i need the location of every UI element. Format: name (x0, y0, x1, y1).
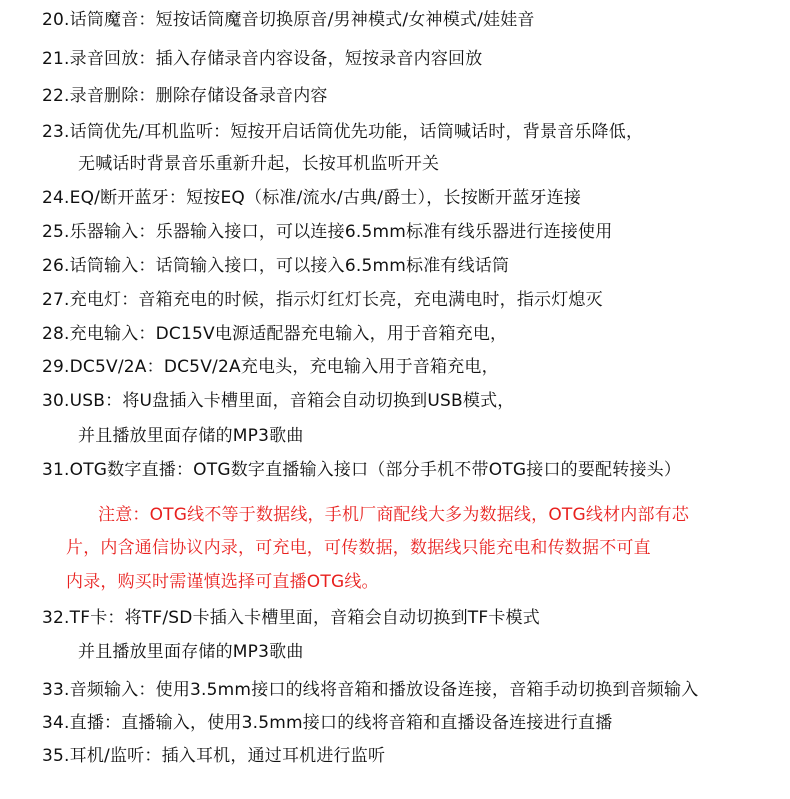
item-34: 34.直播：直播输入，使用3.5mm接口的线将音箱和直播设备连接进行直播 (42, 713, 613, 733)
item-23-continuation: 无喊话时背景音乐重新升起，长按耳机监听开关 (78, 154, 440, 174)
item-30-continuation: 并且播放里面存储的MP3歌曲 (78, 426, 304, 446)
item-31: 31.OTG数字直播：OTG数字直播输入接口（部分手机不带OTG接口的要配转接头） (42, 460, 682, 480)
item-35: 35.耳机/监听：插入耳机，通过耳机进行监听 (42, 746, 386, 766)
item-33: 33.音频输入：使用3.5mm接口的线将音箱和播放设备连接，音箱手动切换到音频输入 (42, 680, 699, 700)
note-line-2: 片，内含通信协议内录，可充电，可传数据，数据线只能充电和传数据不可直 (66, 538, 651, 558)
item-24: 24.EQ/断开蓝牙：短按EQ（标准/流水/古典/爵士），长按断开蓝牙连接 (42, 188, 582, 208)
item-27: 27.充电灯：音箱充电的时候，指示灯红灯长亮，充电满电时，指示灯熄灭 (42, 290, 603, 310)
item-29: 29.DC5V/2A：DC5V/2A充电头，充电输入用于音箱充电， (42, 357, 499, 377)
item-22: 22.录音删除：删除存储设备录音内容 (42, 86, 328, 106)
note-line-1: 注意：OTG线不等于数据线，手机厂商配线大多为数据线，OTG线材内部有芯 (98, 505, 690, 525)
note-line-3: 内录，购买时需谨慎选择可直播OTG线。 (66, 572, 379, 592)
item-30: 30.USB：将U盘插入卡槽里面，音箱会自动切换到USB模式， (42, 391, 515, 411)
item-32: 32.TF卡：将TF/SD卡插入卡槽里面，音箱会自动切换到TF卡模式 (42, 608, 540, 628)
item-28: 28.充电输入：DC15V电源适配器充电输入，用于音箱充电， (42, 324, 508, 344)
item-26: 26.话筒输入：话筒输入接口，可以接入6.5mm标准有线话筒 (42, 256, 510, 276)
item-20: 20.话筒魔音：短按话筒魔音切换原音/男神模式/女神模式/娃娃音 (42, 10, 535, 30)
item-32-continuation: 并且播放里面存储的MP3歌曲 (78, 642, 304, 662)
item-25: 25.乐器输入：乐器输入接口，可以连接6.5mm标准有线乐器进行连接使用 (42, 222, 613, 242)
item-21: 21.录音回放：插入存储录音内容设备，短按录音内容回放 (42, 49, 483, 69)
item-23: 23.话筒优先/耳机监听：短按开启话筒优先功能，话筒喊话时，背景音乐降低， (42, 122, 644, 142)
